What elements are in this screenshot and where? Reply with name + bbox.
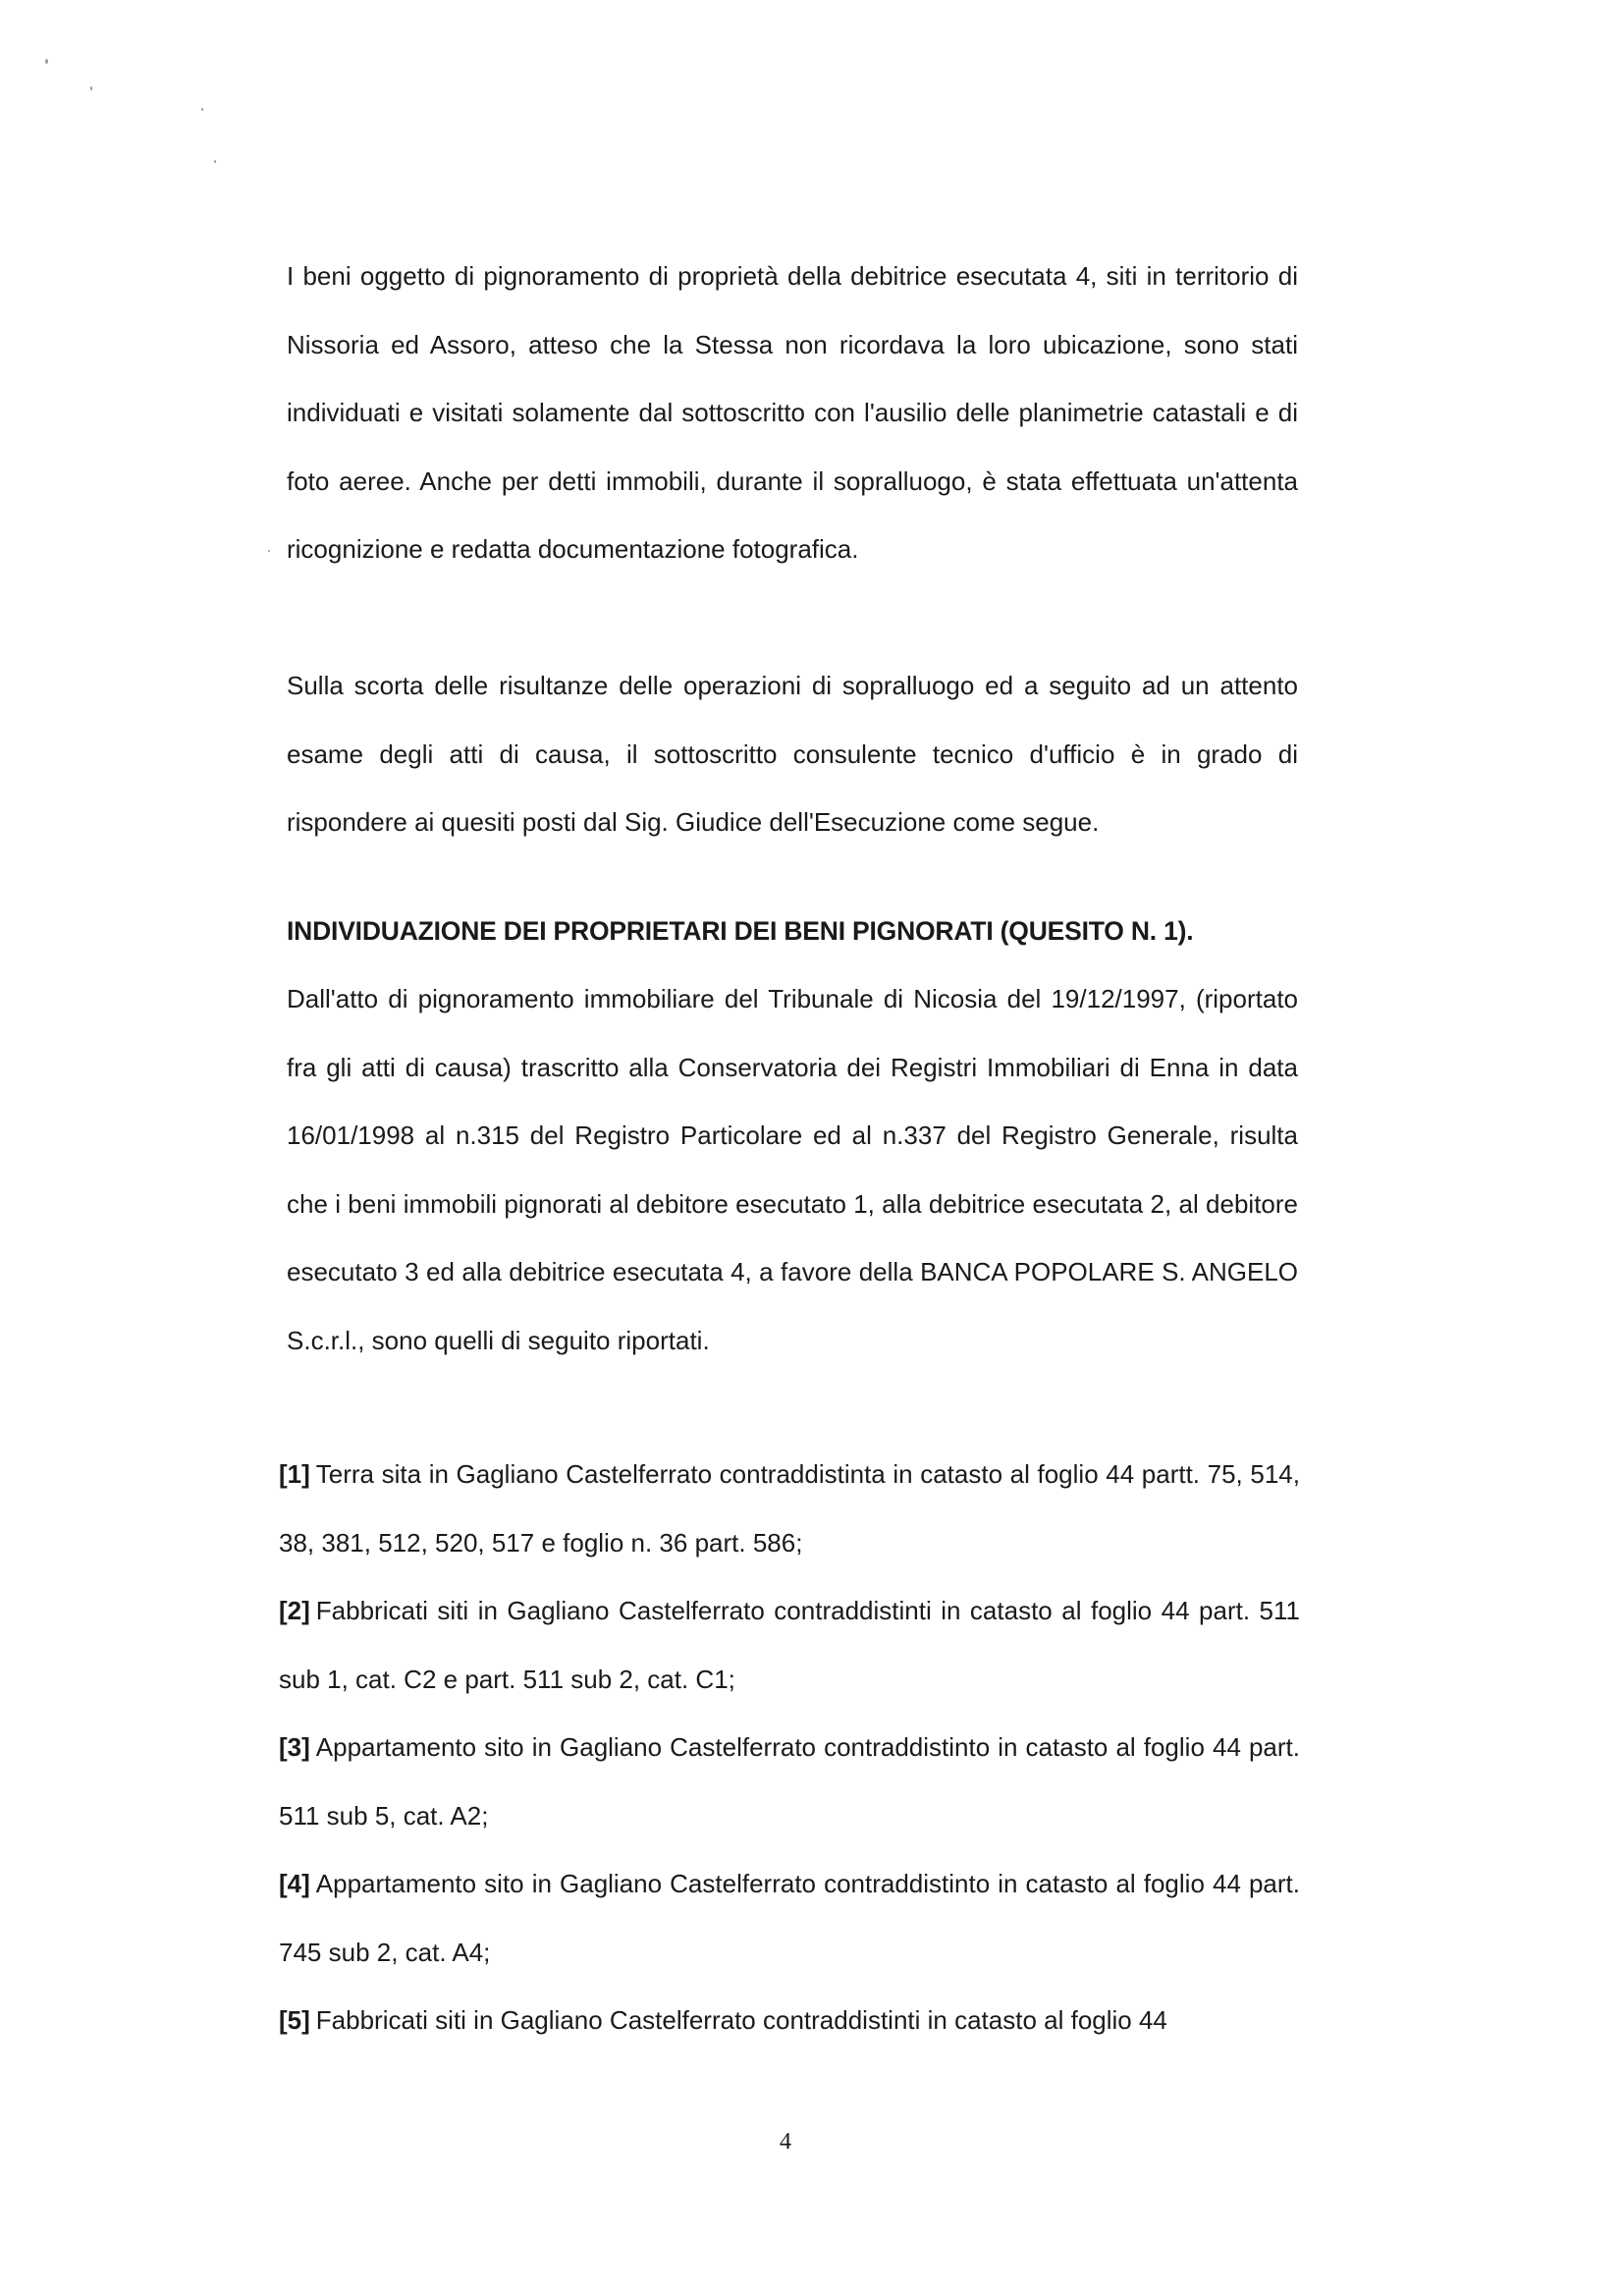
item-number: [3] (279, 1732, 310, 1762)
list-item (279, 1441, 1300, 1577)
paragraph-site-visit: I beni oggetto di pignoramento di proprietà della debitrice esecutata 4, siti in territorio di Nissoria ed Assoro, atteso che la Stessa non ricordava la loro ubicazione, sono stati individuati e visitati solamente dal sottoscritto con l'ausilio delle planimetrie catastali e di foto aeree. Anche per detti immobili, durante il sopralluogo, è stata effettuata un'attenta ricognizione e redatta documentazione fotografica. (287, 261, 1298, 564)
item-text: Appartamento sito in Gagliano Castelferrato contraddistinto in catasto al foglio 44 part. 511 sub 5, cat. A2; (279, 1732, 1300, 1831)
list-item (279, 1987, 1300, 2055)
item-text: Appartamento sito in Gagliano Castelferrato contraddistinto in catasto al foglio 44 part. 745 sub 2, cat. A4; (279, 1869, 1300, 1967)
item-number: [5] (279, 2005, 310, 2035)
item-text: Fabbricati siti in Gagliano Castelferrato contraddistinti in catasto al foglio 44 (315, 2005, 1167, 2035)
property-list (279, 1441, 1300, 2055)
scan-speck (214, 160, 216, 163)
list-item (279, 1850, 1300, 1987)
scan-speck (201, 108, 203, 111)
scan-speck (268, 550, 270, 552)
scan-speck (90, 86, 92, 90)
item-number: [1] (279, 1459, 310, 1489)
scan-speck (45, 59, 48, 64)
item-text: Fabbricati siti in Gagliano Castelferrato contraddistinti in catasto al foglio 44 part. 511 sub 1, cat. C2 e part. 511 sub 2, cat. C1; (279, 1596, 1300, 1694)
item-number: [2] (279, 1596, 310, 1625)
paragraph-survey-results: Sulla scorta delle risultanze delle operazioni di sopralluogo ed a seguito ad un attento esame degli atti di causa, il sottoscritto consulente tecnico d'ufficio è in grado di rispondere ai quesiti posti dal Sig. Giudice dell'Esecuzione come segue. (287, 671, 1298, 837)
item-text: Terra sita in Gagliano Castelferrato contraddistinta in catasto al foglio 44 partt. 75, 514, 38, 381, 512, 520, 517 e foglio n. 36 part. 586; (279, 1459, 1300, 1558)
list-item (279, 1577, 1300, 1714)
section-heading: INDIVIDUAZIONE DEI PROPRIETARI DEI BENI PIGNORATI (QUESITO N. 1). (287, 916, 1194, 946)
item-number: [4] (279, 1869, 310, 1898)
page-number: 4 (780, 2129, 791, 2155)
paragraph-foreclosure-deed: Dall'atto di pignoramento immobiliare del Tribunale di Nicosia del 19/12/1997, (riportato fra gli atti di causa) trascritto alla Conservatoria dei Registri Immobiliari di Enna in data 16/01/1998 al n.315 del Registro Particolare ed al n.337 del Registro Generale, risulta che i beni immobili pignorati al debitore esecutato 1, alla debitrice esecutata 2, al debitore esecutato 3 ed alla debitrice esecutata 4, a favore della BANCA POPOLARE S. ANGELO S.c.r.l., sono quelli di seguito riportati. (287, 984, 1298, 1355)
list-item (279, 1714, 1300, 1850)
